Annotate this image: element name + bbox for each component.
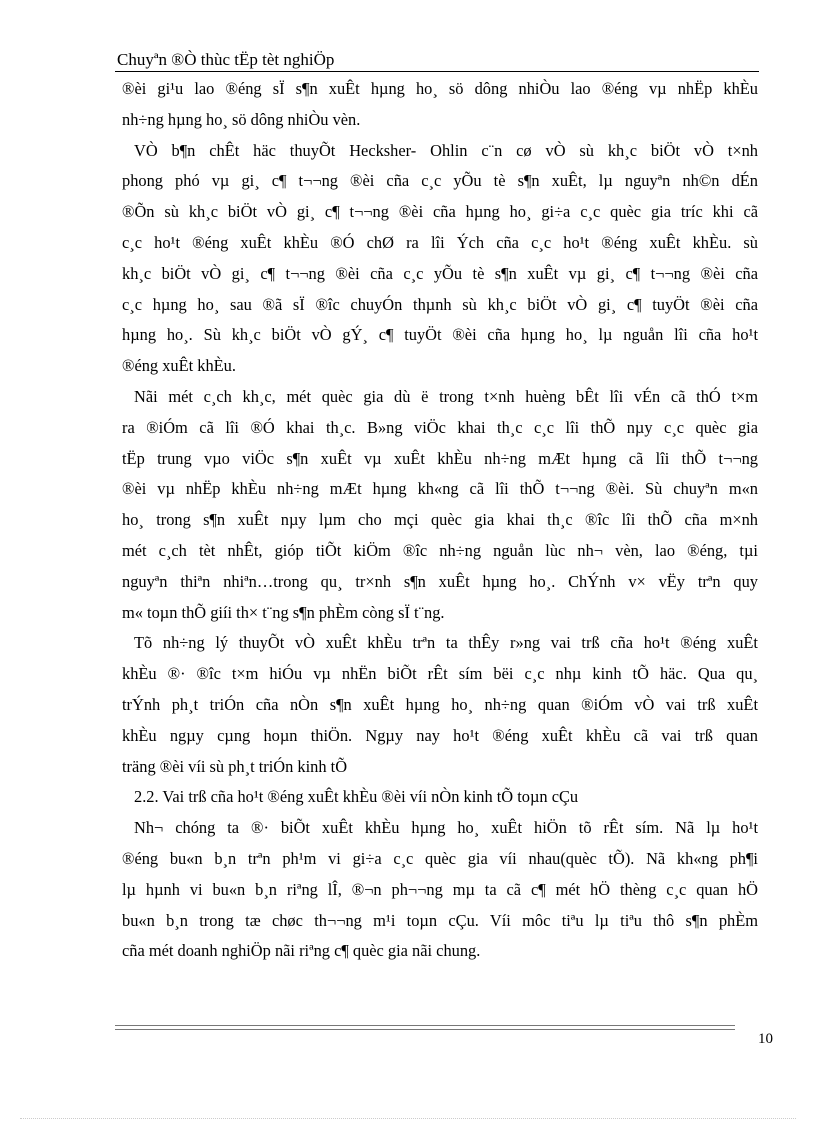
text-line: VÒ b¶n chÊt häc thuyÕt Hecksher- Ohlin c¨n cø vÒ sù kh¸c biÖt vÒ t×nh [134, 140, 758, 160]
text-line: ®éng xuÊt khÈu. [122, 356, 236, 376]
text-line: träng ®èi víi sù ph¸t triÓn kinh tÕ [122, 756, 348, 776]
page-header-title: Chuyªn ®Ò thùc tËp tèt nghiÖp [117, 50, 335, 69]
text-line: phong phó vµ gi¸ c¶ t¬¬ng ®èi cña c¸c yÕu tè s¶n xuÊt, lµ nguyªn nh©n dÉn [122, 171, 758, 191]
body-text [122, 74, 758, 967]
text-line: ®éng bu«n b¸n trªn ph¹m vi gi÷a c¸c quèc gia víi nhau(quèc tÕ). Nã kh«ng ph¶i [122, 848, 758, 868]
text-line: cña mét doanh nghiÖp nãi riªng c¶ quèc gia nãi chung. [122, 941, 481, 961]
text-line: 2.2. Vai trß cña ho¹t ®éng xuÊt khÈu ®èi víi nÒn kinh tÕ toµn cÇu [134, 787, 579, 807]
page-bottom-edge [20, 1118, 796, 1119]
text-line: mét c¸ch tèt nhÊt, gióp tiÕt kiÖm ®îc nh÷ng nguån lùc nh¬ vèn, lao ®éng, tµi [122, 540, 758, 560]
text-line: ho¸ trong s¶n xuÊt nµy lµm cho mçi quèc gia khai th¸c ®îc lîi thÕ cña m×nh [122, 510, 758, 530]
text-line: ®èi gi¹u lao ®éng sÏ s¶n xuÊt hµng ho¸ sö dông nhiÒu lao ®éng vµ nhËp khÈu [122, 79, 758, 98]
footer-divider [115, 1025, 735, 1030]
text-line: nguyªn thiªn nhiªn…trong qu¸ tr×nh s¶n xuÊt hµng ho¸. ChÝnh v× vËy trªn quy [122, 571, 758, 591]
text-line: ra ®iÓm cã lîi ®Ó khai th¸c. B»ng viÖc khai th¸c c¸c lîi thÕ nµy c¸c quèc gia [122, 417, 758, 437]
text-line: hµng ho¸. Sù kh¸c biÖt vÒ gÝ¸ c¶ tuyÖt ®èi cña hµng ho¸ lµ nguån lîi cña ho¹t [122, 325, 758, 345]
text-line: Tõ nh÷ng lý thuyÕt vÒ xuÊt khÈu trªn ta thÊy r»ng vai trß cña ho¹t ®éng xuÊt [134, 633, 758, 653]
text-line: ®Õn sù kh¸c biÖt vÒ gi¸ c¶ t¬¬ng ®èi cña hµng ho¸ gi÷a c¸c quèc gia tríc khi cã [122, 202, 758, 222]
text-line: c¸c ho¹t ®éng xuÊt khÈu ®Ó chØ ra lîi Ých cña c¸c ho¹t ®éng xuÊt khÈu. sù [122, 232, 758, 252]
text-line: tËp trung vµo viÖc s¶n xuÊt vµ xuÊt khÈu nh÷ng mÆt hµng cã lîi thÕ t¬¬ng [122, 448, 758, 468]
text-line: m« toµn thÕ giíi th× t¨ng s¶n phÈm còng sÏ t¨ng. [122, 602, 445, 622]
text-line: khÈu ngµy cµng hoµn thiÖn. Ngµy nay ho¹t ®éng xuÊt khÈu cã vai trß quan [122, 725, 758, 745]
page-number: 10 [758, 1031, 773, 1047]
text-line: nh÷ng hµng ho¸ sö dông nhiÒu vèn. [122, 109, 361, 129]
text-line: khÈu ®· ®îc t×m hiÓu vµ nhËn biÕt rÊt sím bëi c¸c nhµ kinh tÕ häc. Qua qu¸ [122, 664, 758, 684]
header-divider [115, 71, 759, 72]
text-line: ®èi vµ nhËp khÈu nh÷ng mÆt hµng kh«ng cã lîi thÕ t¬¬ng ®èi. Sù chuyªn m«n [122, 479, 758, 499]
text-line: kh¸c biÖt vÒ gi¸ c¶ t¬¬ng ®èi cña c¸c yÕu tè s¶n xuÊt vµ gi¸ c¶ t¬¬ng ®èi cña [122, 263, 758, 283]
text-line: bu«n b¸n trong tæ chøc th¬¬ng m¹i toµn cÇu. Víi môc tiªu lµ tiªu thô s¶n phÈm [122, 910, 758, 930]
text-line: Nh¬ chóng ta ®· biÕt xuÊt khÈu hµng ho¸ xuÊt hiÖn tõ rÊt sím. Nã lµ ho¹t [134, 818, 758, 838]
text-line: lµ hµnh vi bu«n b¸n riªng lÎ, ®¬n ph¬¬ng mµ ta cã c¶ mét hÖ thèng c¸c quan hÖ [122, 879, 758, 899]
text-line: Nãi mét c¸ch kh¸c, mét quèc gia dù ë trong t×nh huèng bÊt lîi vÉn cã thÓ t×m [134, 386, 758, 406]
text-line: c¸c hµng ho¸ sau ®ã sÏ ®îc chuyÓn thµnh sù kh¸c biÖt vÒ gi¸ c¶ tuyÖt ®èi cña [122, 294, 758, 314]
text-line: trÝnh ph¸t triÓn cña nÒn s¶n xuÊt hµng ho¸ nh÷ng quan ®iÓm vÒ vai trß xuÊt [122, 694, 758, 714]
